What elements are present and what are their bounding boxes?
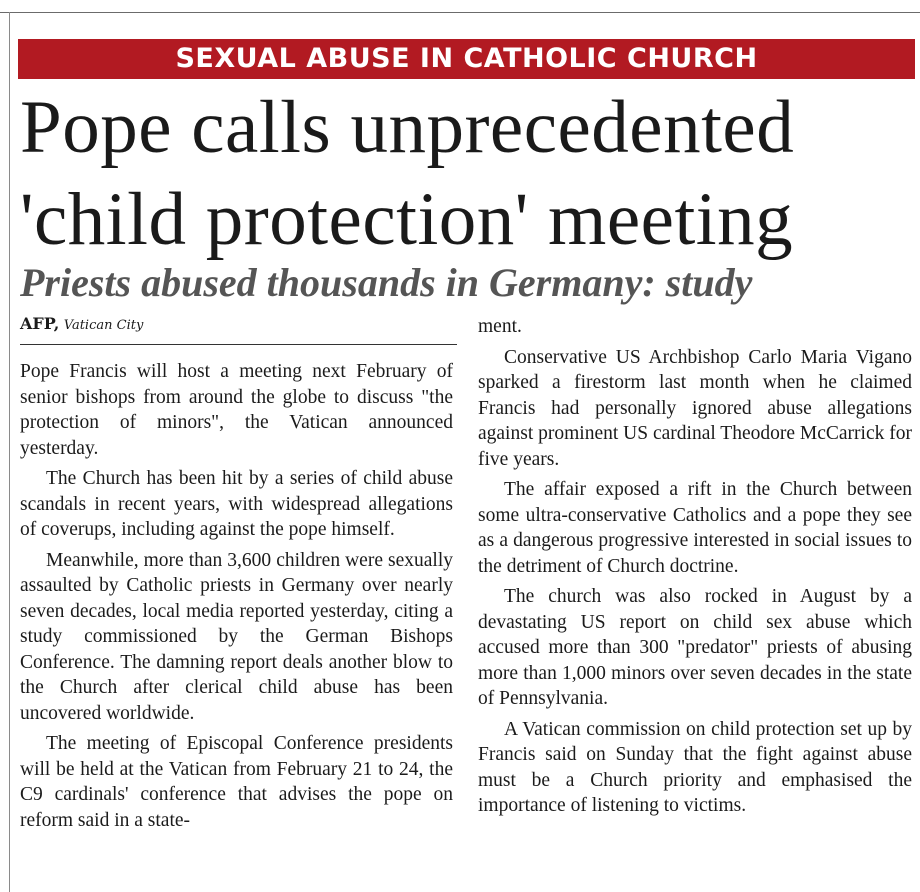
paragraph: A Vatican commission on child protection set up by Francis said on Sunday that the fight against abuse must be a Church priority and emphasised the importance of listening to victims. [478,718,912,816]
byline-rule [20,344,457,345]
section-banner: SEXUAL ABUSE IN CATHOLIC CHURCH [18,39,915,79]
paragraph-continuation: ment. [478,316,522,337]
article-column-2 [478,314,912,824]
paragraph: The church was also rocked in August by a devastating US report on child sex abuse which accused more than 300 "predator" priests of abusing more than 1,000 minors over seven decades in the state of Pennsylvania. [478,586,912,709]
byline [20,314,143,336]
subheadline: Priests abused thousands in Germany: study [20,260,753,305]
byline-location: Vatican City [63,318,144,333]
paragraph: Conservative US Archbishop Carlo Maria Vigano sparked a firestorm last month when he claimed Francis had personally ignored abuse allegations against prominent US cardinal Theodore McCarrick for five years. [478,346,912,470]
paragraph: Pope Francis will host a meeting next February of senior bishops from around the globe to discuss "the protection of minors", the Vatican announced yesterday. [20,361,453,459]
article-column-1 [20,359,453,838]
paragraph: The meeting of Episcopal Conference presidents will be held at the Vatican from February 21 to 24, the C9 cardinals' conference that advises the pope on reform said in a state- [20,733,453,831]
paragraph: Meanwhile, more than 3,600 children were sexually assaulted by Catholic priests in Germany over nearly seven decades, local media reported yesterday, citing a study commissioned by the German Bishops Conference. The damning report deals another blow to the Church after clerical child abuse has been uncovered worldwide. [20,549,453,724]
top-rule [0,12,920,13]
headline: Pope calls unprecedented 'child protection' meeting [20,86,795,261]
paragraph: The Church has been hit by a series of child abuse scandals in recent years, with widespread allegations of coverups, including against the pope himself. [20,468,453,540]
paragraph: The affair exposed a rift in the Church between some ultra-conservative Catholics and a pope they see as a dangerous progressive interested in social issues to the detriment of Church doctrine. [478,479,912,577]
column-rule [9,12,10,892]
byline-agency: AFP, [20,314,60,333]
